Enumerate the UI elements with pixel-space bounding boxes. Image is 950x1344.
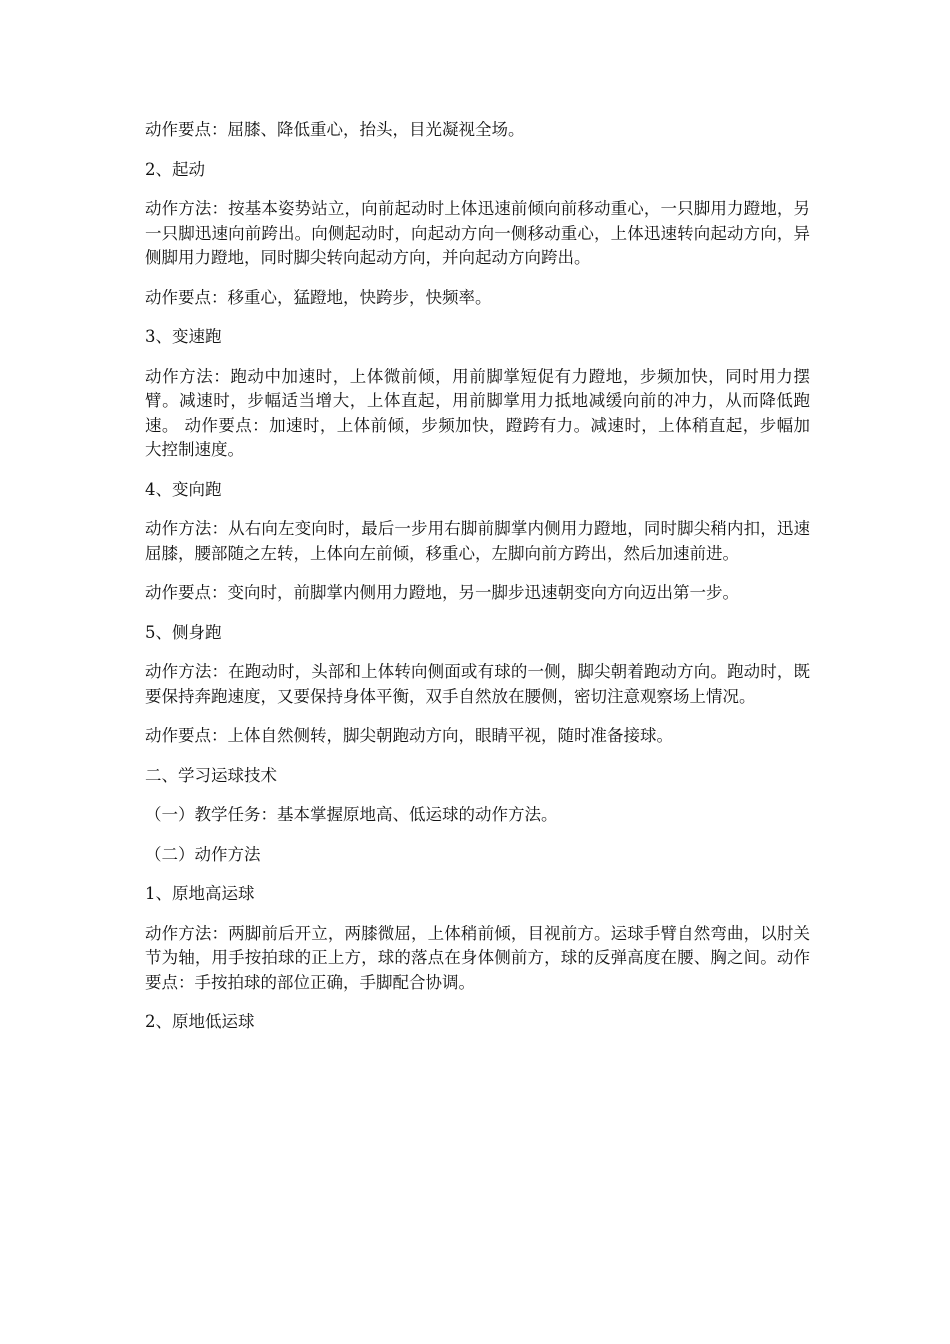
heading-dribbling-technique: 二、学习运球技术	[145, 765, 277, 785]
paragraph-side-run-method: 动作方法：在跑动时，头部和上体转向侧面或有球的一侧，脚尖朝着跑动方向。跑动时，既要保持奔跑速度，又要保持身体平衡，双手自然放在腰侧，密切注意观察场上情况。	[145, 662, 810, 706]
heading-side-run: 5、侧身跑	[145, 622, 222, 642]
paragraph-key-points-stance: 动作要点：屈膝、降低重心，抬头，目光凝视全场。	[145, 120, 525, 139]
paragraph-direction-change-method: 动作方法：从右向左变向时，最后一步用右脚前脚掌内侧用力蹬地，同时脚尖稍内扣，迅速屈膝，腰部随之左转，上体向左前倾，移重心，左脚向前方跨出，然后加速前进。	[145, 519, 810, 563]
paragraph-side-run-key-points: 动作要点：上体自然侧转，脚尖朝跑动方向，眼睛平视，随时准备接球。	[145, 726, 673, 745]
paragraph-start-method: 动作方法：按基本姿势站立，向前起动时上体迅速前倾向前移动重心，一只脚用力蹬地，另一只脚迅速向前跨出。向侧起动时，向起动方向一侧移动重心，上体迅速转向起动方向，异侧脚用力蹬地，同时脚尖转向起动方向，并向起动方向跨出。	[145, 199, 810, 267]
heading-high-dribble: 1、原地高运球	[145, 884, 255, 903]
heading-start: 2、起动	[145, 159, 205, 179]
paragraph-high-dribble-method: 动作方法：两脚前后开立，两膝微屈，上体稍前倾，目视前方。运球手臂自然弯曲，以肘关节为轴，用手按拍球的正上方，球的落点在身体侧前方，球的反弹高度在腰、胸之间。动作要点：手按拍球的部位正确，手脚配合协调。	[145, 923, 810, 992]
paragraph-variable-speed-method: 动作方法：跑动中加速时，上体微前倾，用前脚掌短促有力蹬地，步频加快，同时用力摆臂。减速时，步幅适当增大，上体直起，用前脚掌用力抵地减缓向前的冲力，从而降低跑速。 动作要点：加速时，上体前倾，步频加快，蹬跨有力。减速时，上体稍直起，步幅加大控制速度。	[145, 366, 810, 459]
heading-direction-change-run: 4、变向跑	[145, 479, 222, 499]
paragraph-direction-change-key-points: 动作要点：变向时，前脚掌内侧用力蹬地，另一脚步迅速朝变向方向迈出第一步。	[145, 583, 739, 602]
heading-action-method: （二）动作方法	[145, 844, 261, 864]
heading-variable-speed-run: 3、变速跑	[145, 327, 222, 346]
paragraph-start-key-points: 动作要点：移重心，猛蹬地，快跨步，快频率。	[145, 287, 492, 307]
document-body	[145, 118, 810, 1050]
paragraph-teaching-task: （一）教学任务：基本掌握原地高、低运球的动作方法。	[145, 805, 558, 824]
heading-low-dribble: 2、原地低运球	[145, 1012, 255, 1031]
